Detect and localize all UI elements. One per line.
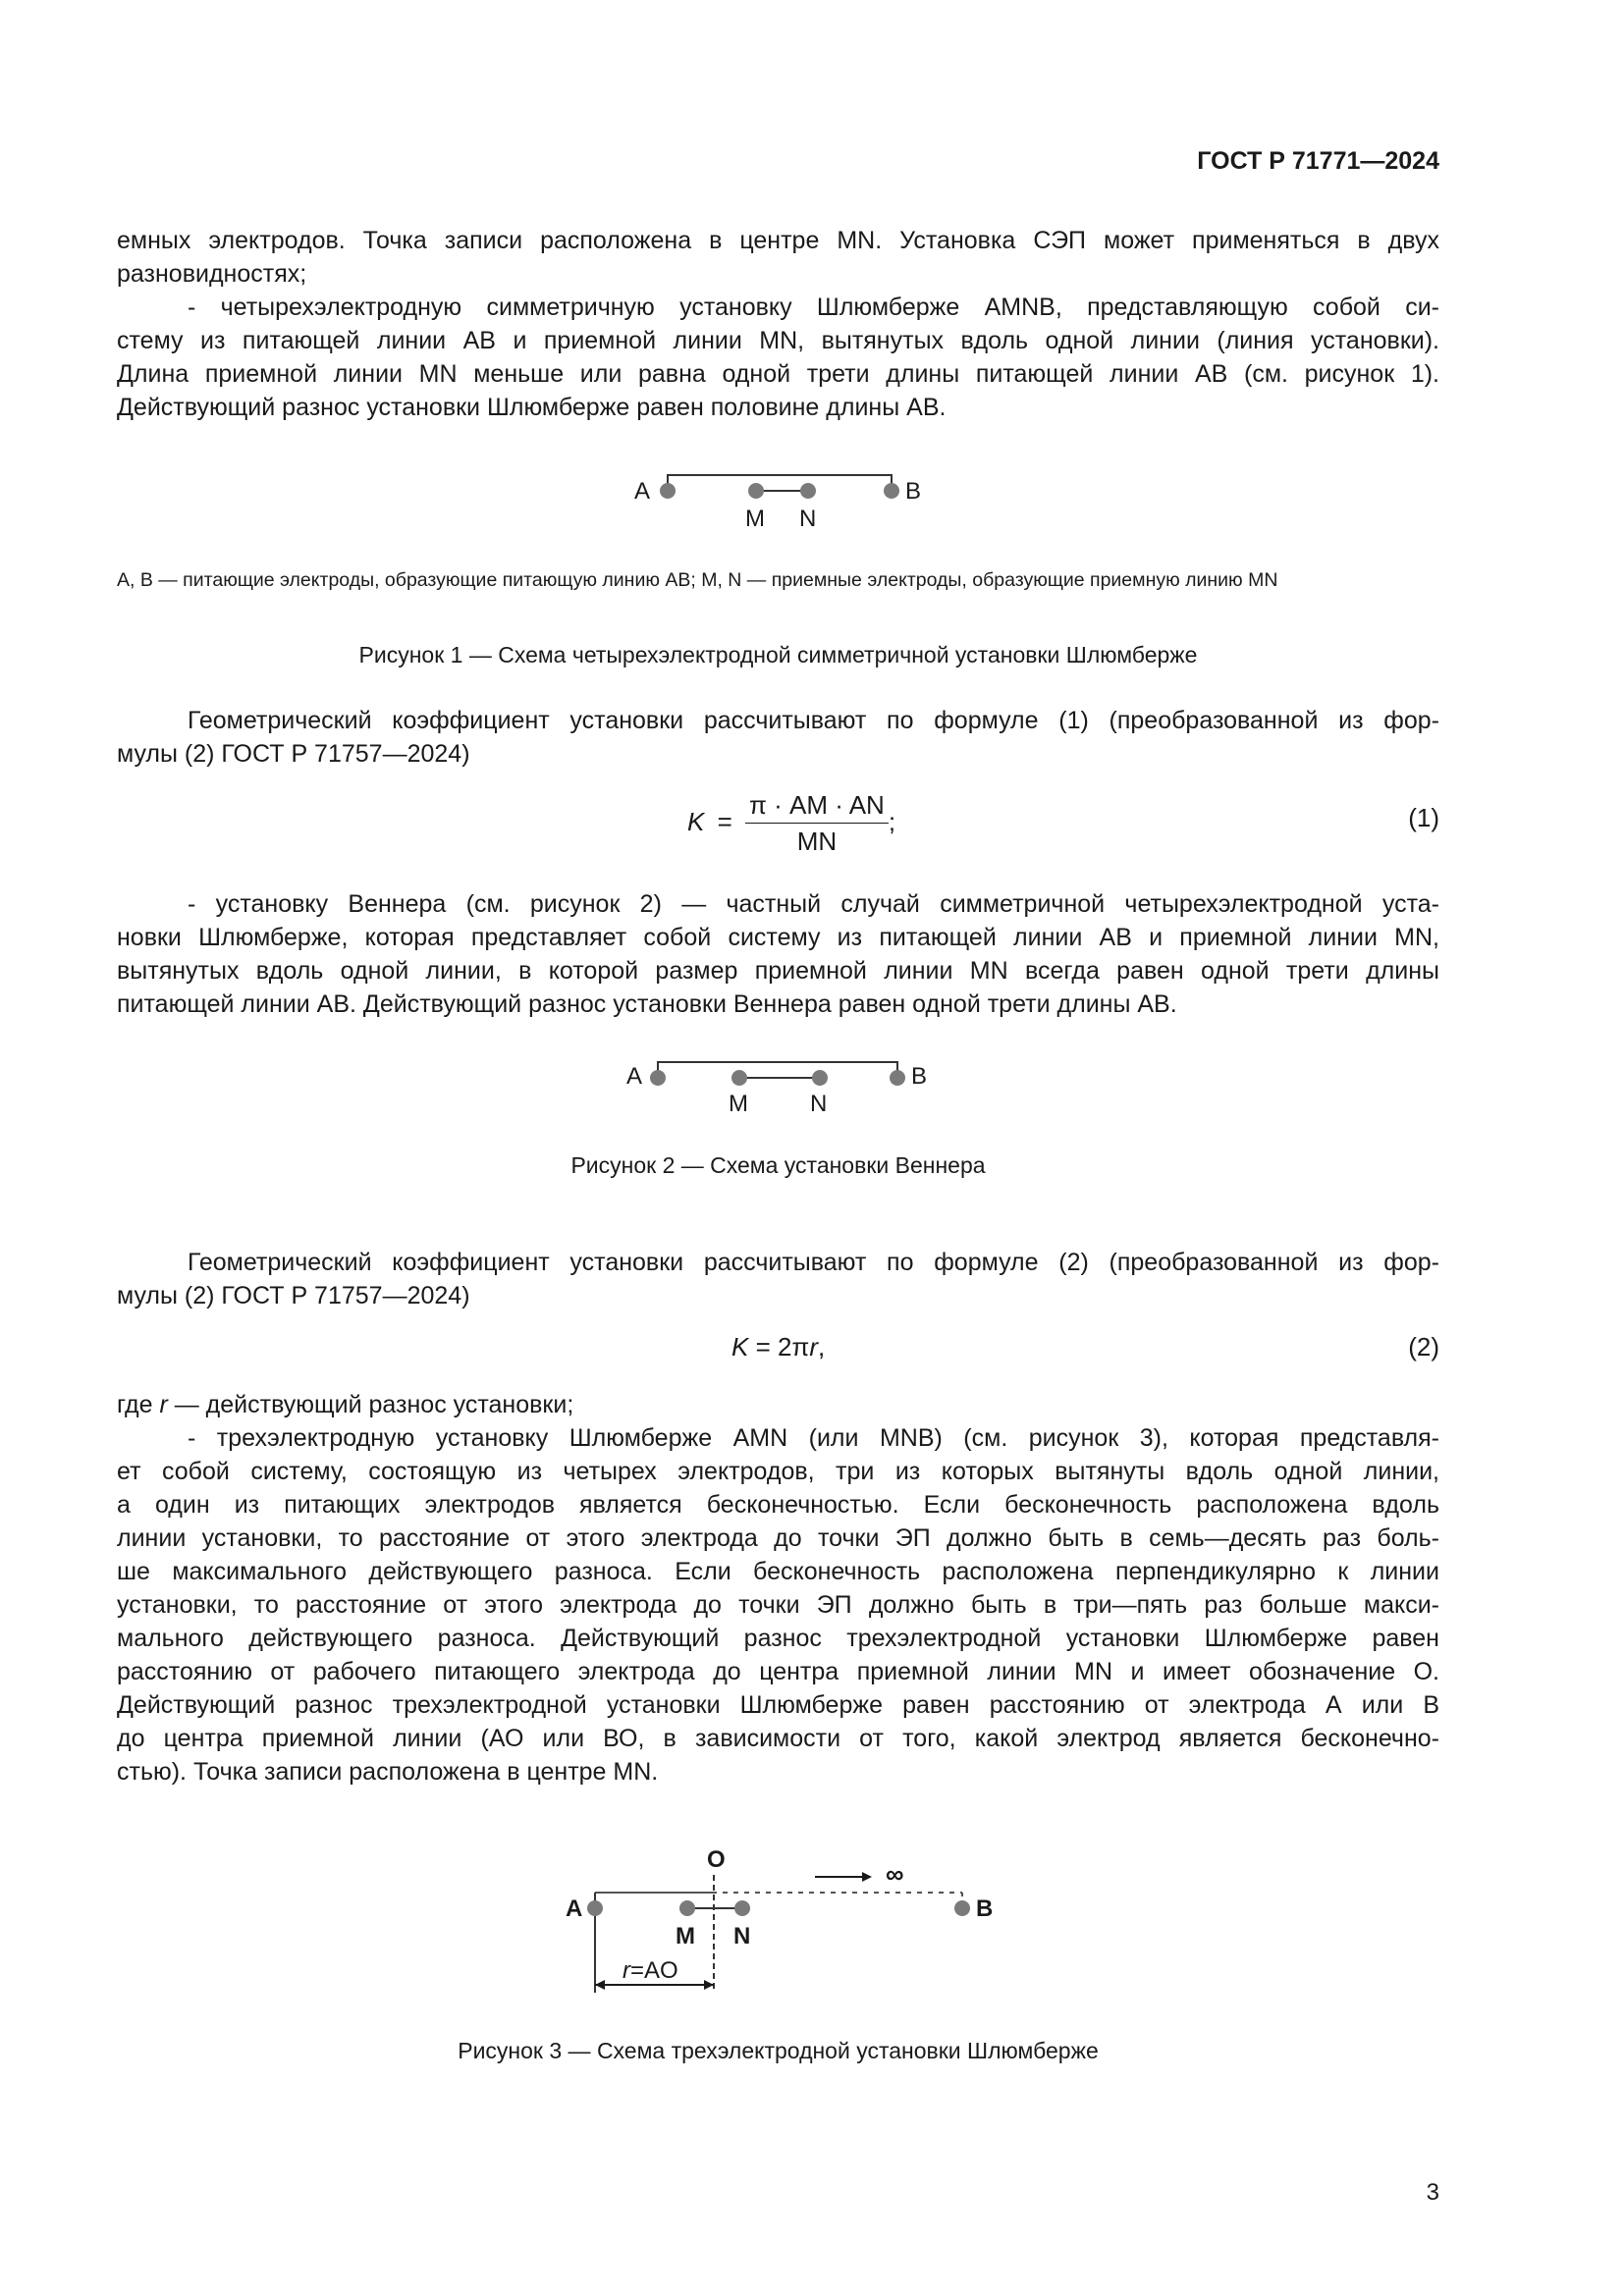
label-m: M xyxy=(676,1923,695,1949)
equation-2 xyxy=(731,1332,825,1362)
text-line: ет собой систему, состоящую из четырех электродов, три из которых вытянуты вдоль одной линии, xyxy=(117,1458,1439,1485)
label-infinity: ∞ xyxy=(886,1859,904,1889)
electrode-b xyxy=(954,1900,970,1916)
text-line: линии установки, то расстояние от этого электрода до точки ЭП должно быть в семь—десять раз боль- xyxy=(117,1524,1439,1552)
label-b: B xyxy=(911,1063,928,1090)
arrow-right-icon xyxy=(862,1872,872,1882)
text-line: - установку Веннера (см. рисунок 2) — частный случай симметричной четырехэлектродной уста- xyxy=(188,890,1439,918)
text-line: - четырехэлектродную симметричную установку Шлюмберже AMNB, представляющую собой си- xyxy=(188,294,1439,321)
where-post: — действующий разнос установки; xyxy=(167,1391,574,1418)
eq2-rhs: = 2π xyxy=(748,1332,810,1362)
feed-line-ab xyxy=(668,475,892,491)
electrode-m xyxy=(748,483,764,499)
paragraph-schlumberger-3 xyxy=(117,1421,1439,1789)
paragraph-wenner xyxy=(117,887,1439,1021)
arrow-right-icon xyxy=(704,1980,714,1990)
label-n: N xyxy=(810,1091,828,1117)
equation-2-number: (2) xyxy=(1408,1332,1439,1362)
equation-1-number: (1) xyxy=(1408,803,1439,832)
figure-2-caption: Рисунок 2 — Схема установки Веннера xyxy=(570,1152,986,1178)
text-line: питающей линии АВ. Действующий разнос установки Веннера равен одной трети длины АВ. xyxy=(117,990,1177,1018)
feed-line-ab xyxy=(658,1062,897,1078)
electrode-a xyxy=(587,1900,603,1916)
text-line: Геометрический коэффициент установки рассчитывают по формуле (2) (преобразованной из фор- xyxy=(188,1249,1439,1276)
text-line: а один из питающих электродов является бесконечностью. Если бесконечность расположена вдоль xyxy=(117,1491,1439,1519)
where-var: r xyxy=(159,1391,168,1418)
electrode-b xyxy=(884,483,899,499)
text-line: установки, то расстояние от этого электрода до точки ЭП должно быть в три—пять раз больше макси- xyxy=(117,1591,1439,1619)
electrode-a xyxy=(650,1070,666,1086)
text-line: новки Шлюмберже, которая представляет собой систему из питающей линии АВ и приемной линии MN, xyxy=(117,924,1439,951)
figure-1-caption: Рисунок 1 — Схема четырехэлектродной симметричной установки Шлюмберже xyxy=(358,642,1198,667)
paragraph-coef-1 xyxy=(117,704,1439,771)
figure-1-legend: А, В — питающие электроды, образующие питающую линию АВ; М, N — приемные электроды, образующие приемную линию MN xyxy=(117,569,1278,591)
where-pre: где xyxy=(117,1391,160,1418)
eq1-equals: = xyxy=(717,806,732,836)
label-m: M xyxy=(745,506,765,532)
label-b: B xyxy=(905,478,922,505)
paragraph-intro xyxy=(117,224,1439,291)
electrode-n xyxy=(800,483,816,499)
text-line: до центра приемной линии (АО или ВО, в зависимости от того, какой электрод является бесконечно- xyxy=(117,1725,1439,1752)
text-line: мулы (2) ГОСТ Р 71757—2024) xyxy=(117,1282,470,1309)
label-r-dimension xyxy=(623,1957,678,1984)
electrode-b xyxy=(890,1070,905,1086)
eq1-fraction xyxy=(745,790,889,857)
equation-1 xyxy=(687,790,895,857)
figure-3-caption: Рисунок 3 — Схема трехэлектродной установки Шлюмберже xyxy=(458,2038,1099,2063)
document-id: ГОСТ Р 71771—2024 xyxy=(1197,147,1439,175)
text-line: мулы (2) ГОСТ Р 71757—2024) xyxy=(117,740,470,768)
text-line: емных электродов. Точка записи расположена в центре MN. Установка СЭП может применяться в двух xyxy=(117,227,1439,254)
text-line: - трехэлектродную установку Шлюмберже AMN (или MNB) (см. рисунок 3), которая представля- xyxy=(188,1424,1439,1452)
eq2-tail: , xyxy=(818,1332,826,1362)
arrow-left-icon xyxy=(595,1980,605,1990)
label-m: M xyxy=(729,1091,748,1117)
text-line: Действующий разнос трехэлектродной установки Шлюмберже равен расстоянию от электрода А или В xyxy=(117,1691,1439,1719)
text-line: мального действующего разноса. Действующий разнос трехэлектродной установки Шлюмберже равен xyxy=(117,1625,1439,1652)
paragraph-schlumberger-4 xyxy=(117,291,1439,424)
text-line: стему из питающей линии АВ и приемной линии MN, вытянутых вдоль одной линии (линия установки). xyxy=(117,327,1439,354)
label-b: B xyxy=(976,1896,994,1922)
eq1-tail: ; xyxy=(888,806,896,836)
paragraph-coef-2 xyxy=(117,1246,1439,1312)
eq2-var: r xyxy=(809,1332,819,1362)
electrode-m xyxy=(731,1070,747,1086)
text-line: Длина приемной линии MN меньше или равна одной трети длины питающей линии АВ (см. рисунок 1). xyxy=(117,360,1439,388)
label-a: A xyxy=(626,1063,643,1090)
text-line: стью). Точка записи расположена в центре MN. xyxy=(117,1758,659,1786)
figure-2-diagram xyxy=(609,1048,943,1127)
text-line: ше максимального действующего разноса. Если бесконечность расположена перпендикулярно к линии xyxy=(117,1558,1439,1585)
label-a: A xyxy=(634,478,651,505)
eq2-lhs: K xyxy=(731,1332,749,1362)
electrode-n xyxy=(734,1900,750,1916)
label-o: O xyxy=(707,1846,726,1873)
label-n: N xyxy=(799,506,817,532)
electrode-n xyxy=(812,1070,828,1086)
label-a: A xyxy=(566,1896,583,1922)
electrode-m xyxy=(679,1900,695,1916)
text-line: Действующий разнос установки Шлюмберже равен половине длины АВ. xyxy=(117,394,947,421)
label-r-eq: =AO xyxy=(630,1957,678,1984)
electrode-a xyxy=(660,483,676,499)
figure-3-diagram xyxy=(550,1836,1011,2022)
figure-1-diagram xyxy=(619,461,933,540)
text-line: Геометрический коэффициент установки рассчитывают по формуле (1) (преобразованной из фор- xyxy=(188,707,1439,734)
page-number: 3 xyxy=(1426,2179,1439,2206)
label-r: r xyxy=(623,1957,630,1984)
text-line: расстоянию от рабочего питающего электрода до центра приемной линии MN и имеет обозначение О. xyxy=(117,1658,1439,1685)
eq1-numerator: π · AM · AN xyxy=(745,790,889,824)
text-line: вытянутых вдоль одной линии, в которой размер приемной линии MN всегда равен одной трети длины xyxy=(117,957,1439,985)
text-line: разновидностях; xyxy=(117,260,307,288)
label-n: N xyxy=(733,1923,751,1949)
eq1-denominator: MN xyxy=(796,827,838,856)
paragraph-where xyxy=(117,1388,1439,1421)
eq1-lhs: K xyxy=(687,806,705,836)
